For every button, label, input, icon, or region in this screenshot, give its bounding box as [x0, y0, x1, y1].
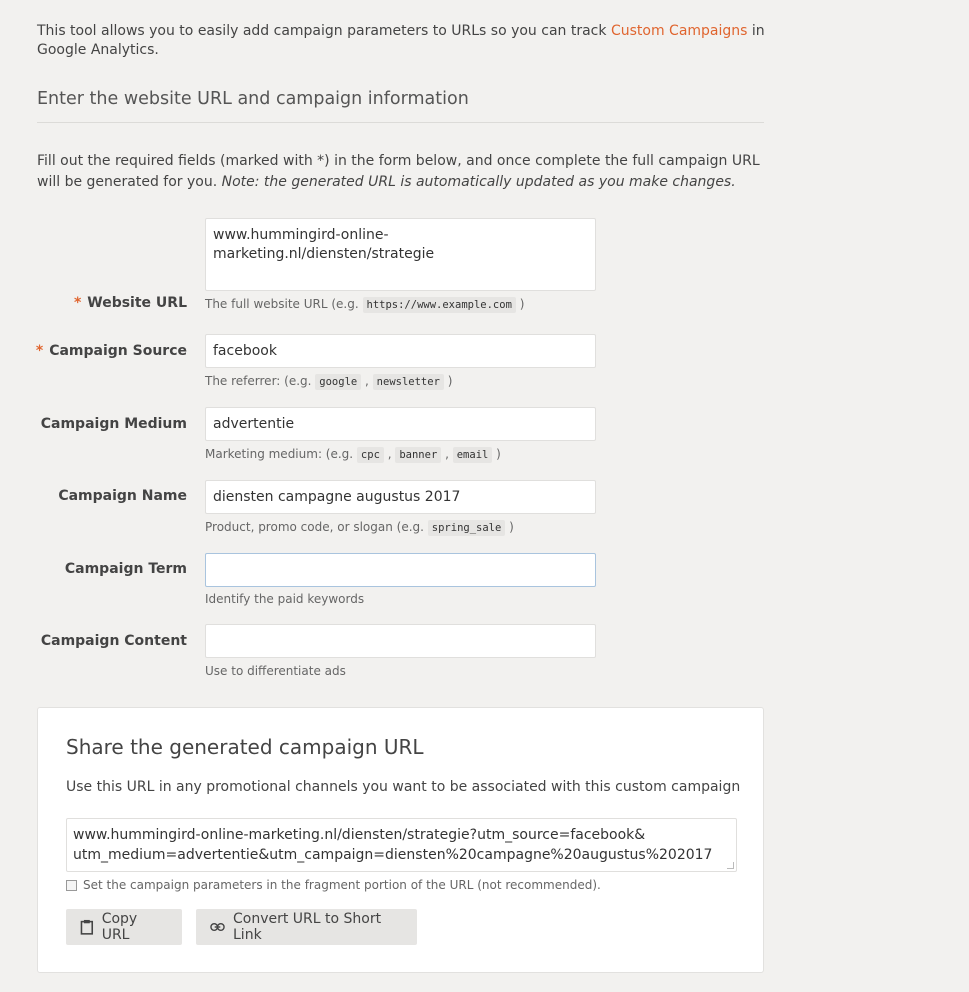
- website-url-label: * Website URL: [73, 295, 187, 311]
- campaign-name-help: Product, promo code, or slogan (e.g. spring_sale ): [205, 520, 514, 534]
- instructions: Fill out the required fields (marked with *) in the form below, and once complete the full campaign URL will be generated for you. Note: the generated URL is automatically updated as you make changes.: [37, 153, 760, 190]
- generated-url-output[interactable]: www.hummingird-online-marketing.nl/diensten/strategie?utm_source=facebook& utm_medium=advertentie&utm_campaign=diensten%20campagne%20augustus%202017: [66, 818, 737, 872]
- required-marker: *: [35, 343, 44, 359]
- fragment-checkbox-label: Set the campaign parameters in the fragment portion of the URL (not recommended).: [83, 878, 601, 892]
- fragment-checkbox[interactable]: [66, 880, 77, 891]
- campaign-medium-label: Campaign Medium: [40, 416, 187, 432]
- example-code: email: [453, 447, 493, 463]
- campaign-content-input[interactable]: [205, 624, 596, 658]
- fragment-option: [66, 878, 601, 892]
- campaign-medium-input[interactable]: advertentie: [205, 407, 596, 441]
- campaign-term-help: Identify the paid keywords: [205, 592, 365, 606]
- copy-url-button[interactable]: Copy URL: [66, 909, 182, 945]
- example-code: cpc: [357, 447, 384, 463]
- share-title: Share the generated campaign URL: [66, 735, 424, 759]
- website-url-help: The full website URL (e.g. https://www.example.com ): [205, 297, 525, 311]
- example-code: spring_sale: [428, 520, 506, 536]
- clipboard-icon: [80, 919, 94, 935]
- section-title: Enter the website URL and campaign information: [37, 89, 469, 109]
- convert-short-link-button[interactable]: Convert URL to Short Link: [196, 909, 417, 945]
- custom-campaigns-link[interactable]: Custom Campaigns: [610, 23, 748, 39]
- campaign-name-input[interactable]: diensten campagne augustus 2017: [205, 480, 596, 514]
- section-divider: [37, 122, 764, 123]
- campaign-source-help: The referrer: (e.g. google , newsletter ): [205, 374, 453, 388]
- website-url-input[interactable]: www.hummingird-online-marketing.nl/diensten/strategie: [205, 218, 596, 291]
- campaign-source-input[interactable]: facebook: [205, 334, 596, 368]
- link-icon: [210, 922, 225, 932]
- campaign-source-label: * Campaign Source: [35, 343, 187, 359]
- example-code: google: [315, 374, 361, 390]
- share-panel: [37, 707, 764, 973]
- campaign-medium-help: Marketing medium: (e.g. cpc , banner , email ): [205, 447, 501, 461]
- required-marker: *: [73, 295, 82, 311]
- campaign-term-label: Campaign Term: [64, 561, 187, 577]
- example-code: newsletter: [373, 374, 444, 390]
- campaign-content-label: Campaign Content: [40, 633, 187, 649]
- example-code: banner: [395, 447, 441, 463]
- resize-handle-icon[interactable]: [727, 862, 734, 869]
- example-code: https://www.example.com: [363, 297, 516, 313]
- campaign-content-help: Use to differentiate ads: [205, 664, 346, 678]
- campaign-term-input[interactable]: [205, 553, 596, 587]
- intro-text: This tool allows you to easily add campaign parameters to URLs so you can track Custom Campaigns in Google Analytics.: [37, 23, 765, 58]
- share-description: Use this URL in any promotional channels you want to be associated with this custom campaign: [66, 779, 741, 795]
- campaign-name-label: Campaign Name: [58, 488, 187, 504]
